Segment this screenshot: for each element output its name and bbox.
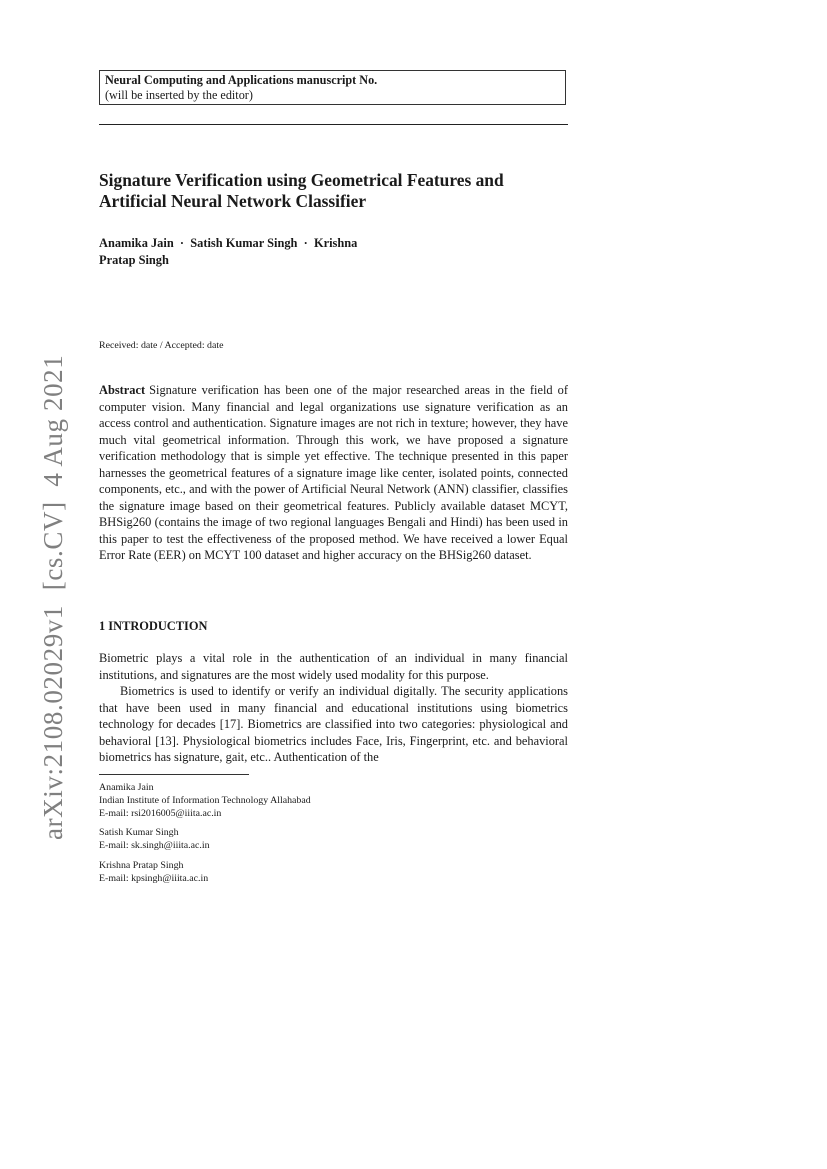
footnote-name: Anamika Jain [99, 782, 154, 793]
title-line-2: Artificial Neural Network Classifier [99, 191, 367, 211]
footnote-author-3 [99, 860, 569, 886]
section-heading-introduction: 1 INTRODUCTION [99, 619, 208, 633]
footnote-email: E-mail: sk.singh@iiita.ac.in [99, 840, 210, 852]
author-line-2: Pratap Singh [99, 253, 169, 267]
footnote-name: Krishna Pratap Singh [99, 859, 184, 871]
intro-paragraph-2: Biometrics is used to identify or verify an individual digitally. The security applications that have been used in many financial and educational institutions using biometrics technology for decades [17]. Biometrics are classified into two categories: physiological and behavioral [13]. Physiological biometrics includes Face, Iris, Fingerprint, etc. and behavioral biometrics has signature, gait, etc.. Authentication of the [99, 684, 568, 764]
editor-note: (will be inserted by the editor) [105, 88, 253, 102]
abstract [99, 382, 568, 564]
footnote-rule [99, 774, 249, 775]
author-list [99, 235, 569, 269]
journal-name: Neural Computing and Applications manuscript No. [105, 73, 378, 87]
introduction-body [99, 650, 568, 766]
author-line-1: Anamika Jain · Satish Kumar Singh · Krishna [99, 236, 358, 250]
title-line-1: Signature Verification using Geometrical Features and [99, 170, 504, 190]
header-rule [99, 124, 568, 125]
abstract-text: Signature verification has been one of the major researched areas in the field of computer vision. Many financial and legal organizations use signature verification as an access control and authentication. Signature images are not rich in texture; however, they have much vital geometrical information. Through this work, we have proposed a signature verification methodology that is simple yet effective. The technique presented in this paper harnesses the geometrical features of a signature image like center, isolated points, connected components, etc., and with the power of Artificial Neural Network (ANN) classifier, classifies the signature image based on their geometrical features. Publicly available dataset MCYT, BHSig260 (contains the image of two regional languages Bengali and Hindi) has been used in this paper to test the effectiveness of the proposed method. We have received a lower Equal Error Rate (EER) on MCYT 100 dataset and higher accuracy on the BHSig260 dataset. [99, 383, 568, 562]
footnote-email: E-mail: kpsingh@iiita.ac.in [99, 872, 209, 884]
footnote-author-2 [99, 827, 569, 853]
abstract-label: Abstract [99, 383, 146, 397]
author-footnotes [99, 782, 569, 893]
arxiv-stamp: arXiv:2108.02029v1 [cs.CV] 4 Aug 2021 [38, 354, 68, 840]
footnote-author-1 [99, 782, 569, 820]
intro-paragraph-1: Biometric plays a vital role in the authentication of an individual in many financial institutions, and signatures are the most widely used modality for this purpose. [99, 651, 568, 682]
received-date: Received: date / Accepted: date [99, 340, 224, 351]
paper-title [99, 170, 569, 212]
footnote-affiliation: Indian Institute of Information Technology Allahabad [99, 794, 311, 806]
editor-info-box [99, 70, 566, 105]
footnote-name: Satish Kumar Singh [99, 827, 179, 839]
footnote-email: E-mail: rsi2016005@iiita.ac.in [99, 807, 222, 819]
